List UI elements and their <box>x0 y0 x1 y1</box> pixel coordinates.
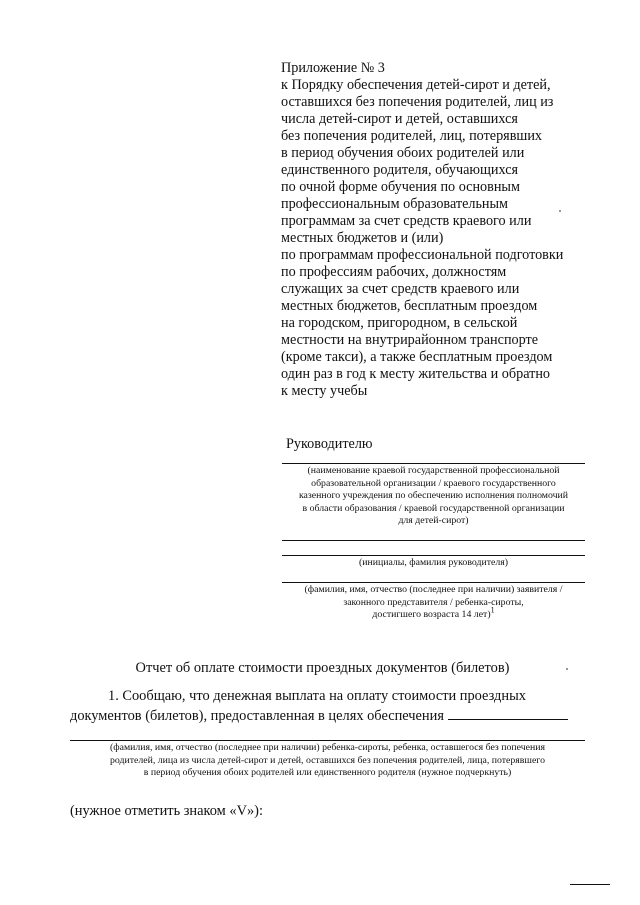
applicant-caption: (фамилия, имя, отчество (последнее при наличии) заявителя / законного представителя / ребенка-сироты, достигшего возраста 14 лет)$^1$ <box>304 584 563 621</box>
appendix-line: оставшихся без попечения родителей, лиц из <box>281 94 554 110</box>
org-extra-line <box>282 540 585 541</box>
report-title: Отчет об оплате стоимости проездных документов (билетов) <box>135 660 510 676</box>
para1-line1: 1. Сообщаю, что денежная выплата на оплату стоимости проездных <box>108 688 526 704</box>
appendix-header <box>281 60 611 400</box>
appendix-line: на городском, пригородном, в сельской <box>281 315 518 331</box>
appendix-line: по профессиям рабочих, должностям <box>281 264 507 280</box>
appendix-line: служащих за счет средств краевого или <box>281 281 520 297</box>
appendix-line: в период обучения обоих родителей или <box>281 145 525 161</box>
appendix-line: местных бюджетов, бесплатным проездом <box>281 298 538 314</box>
scan-speck <box>566 668 568 670</box>
appendix-line: по очной форме обучения по основным <box>281 179 520 195</box>
appendix-line: местности на внутрирайонном транспорте <box>281 332 539 348</box>
appendix-line: Приложение № 3 <box>281 60 385 76</box>
appendix-line: (кроме такси), а также бесплатным проездом <box>281 349 553 365</box>
para1-line2: документов (билетов), предоставленная в целях обеспечения <box>70 707 568 725</box>
appendix-line: один раз в год к месту жительства и обратно <box>281 366 551 382</box>
footnote-marker: 1 <box>490 605 495 615</box>
person-fill-line <box>448 707 568 720</box>
appendix-line: к Порядку обеспечения детей-сирот и детей, <box>281 77 551 93</box>
appendix-line: числа детей-сирот и детей, оставшихся <box>281 111 518 127</box>
head-name-line <box>282 555 585 556</box>
addressee-label: Руководителю <box>286 436 373 452</box>
org-name-line <box>282 463 585 464</box>
applicant-name-line <box>282 582 585 583</box>
head-name-caption: (инициалы, фамилия руководителя) <box>358 557 509 568</box>
scan-speck <box>559 210 561 212</box>
appendix-line: по программам профессиональной подготовки <box>281 247 564 263</box>
appendix-line: профессиональным образовательным <box>281 196 509 212</box>
appendix-line: единственного родителя, обучающихся <box>281 162 519 178</box>
org-name-caption: (наименование краевой государственной профессиональной образовательной организации / краевого государственного казенного учреждения по обеспечению исполнения полномочий в области образования / краевой государственной организации для детей-сирот) <box>298 465 569 527</box>
appendix-line: к месту учебы <box>281 383 368 399</box>
mark-note: (нужное отметить знаком «V»): <box>70 803 263 819</box>
appendix-line: программам за счет средств краевого или <box>281 213 532 229</box>
appendix-line: местных бюджетов и (или) <box>281 230 444 246</box>
footnote-separator <box>570 884 610 885</box>
appendix-line: без попечения родителей, лиц, потерявших <box>281 128 542 144</box>
person-caption: (фамилия, имя, отчество (последнее при наличии) ребенка-сироты, ребенка, оставшегося без попечения родителей, лица из числа детей-сирот и детей, оставшихся без попечения родителей, лица, потерявшего в период обучения обоих родителей или единственного родителя (нужное подчеркнуть) <box>110 742 545 779</box>
person-name-line <box>70 740 585 741</box>
